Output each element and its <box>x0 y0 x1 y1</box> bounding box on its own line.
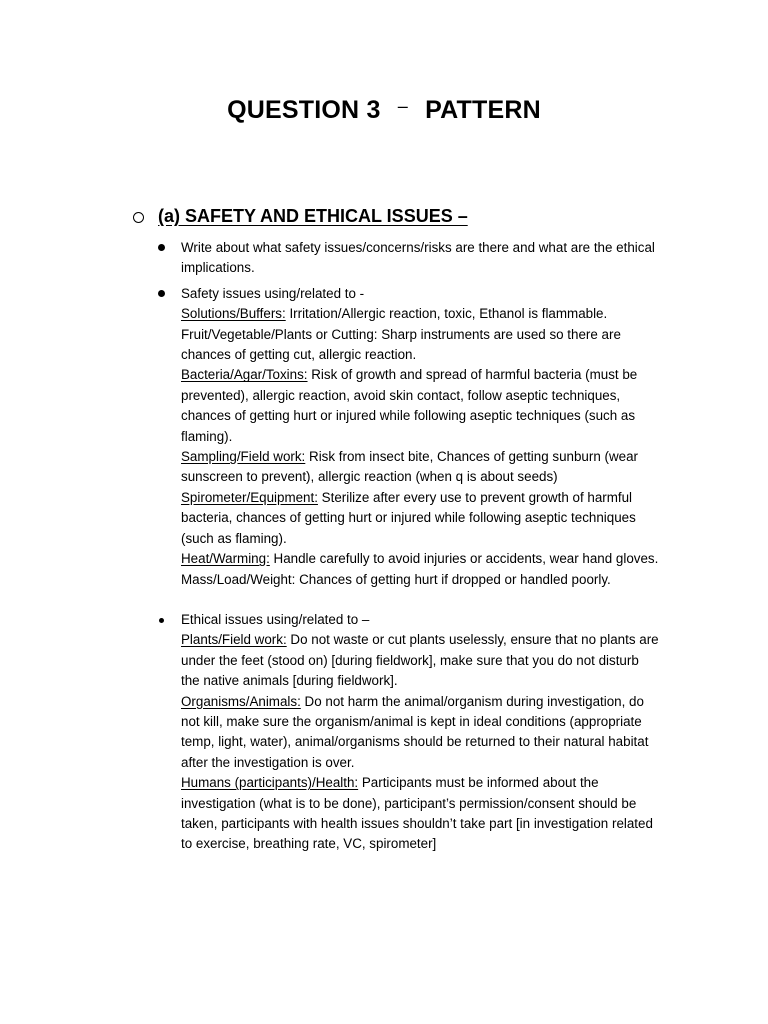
solutions-label: Solutions/Buffers: <box>181 306 286 322</box>
page-title <box>0 96 768 125</box>
plants-label: Plants/Field work: <box>181 632 287 648</box>
bacteria-text: Risk of growth and spread of harmful bacteria (must be <box>307 367 638 383</box>
safety-intro: Safety issues using/related to - <box>181 285 365 301</box>
sampling-label: Sampling/Field work: <box>181 449 306 465</box>
bullet-dot-icon <box>158 244 165 251</box>
text-line: prevented), allergic reaction, avoid skin contact, follow aseptic techniques, <box>181 387 621 403</box>
text-line: chances of getting hurt or injured while following aseptic techniques (such as <box>181 408 636 424</box>
text-line <box>181 630 687 650</box>
text-line: not kill, make sure the organism/animal is kept in ideal conditions (appropriate <box>181 713 642 729</box>
text-line: taken, participants with health issues shouldn’t take part [in investigation related <box>181 815 653 831</box>
text-line: flaming). <box>181 428 233 444</box>
title-dash: – <box>397 96 408 116</box>
text-line: investigation (what is to be done), participant’s permission/consent should be <box>181 795 637 811</box>
ethical-intro: Ethical issues using/related to – <box>181 611 370 627</box>
bacteria-label: Bacteria/Agar/Toxins: <box>181 367 308 383</box>
organisms-label: Organisms/Animals: <box>181 693 301 709</box>
text-line <box>181 304 687 324</box>
text-line <box>181 549 687 569</box>
humans-label: Humans (participants)/Health: <box>181 775 359 791</box>
text-line: Write about what safety issues/concerns/risks are there and what are the ethical <box>181 240 655 255</box>
humans-text: Participants must be informed about the <box>358 775 599 791</box>
text-line: (such as flaming). <box>181 530 287 546</box>
text-line: chances of getting cut, allergic reaction. <box>181 347 417 363</box>
list-item-safety-issues <box>157 284 687 590</box>
text-line: after the investigation is over. <box>181 754 355 770</box>
section-heading-text: (a) SAFETY AND ETHICAL ISSUES – <box>158 206 468 226</box>
spirometer-label: Spirometer/Equipment: <box>181 489 318 505</box>
text-line: the native animals [during fieldwork]. <box>181 673 398 689</box>
bullet-list <box>157 238 687 855</box>
solutions-text: Irritation/Allergic reaction, toxic, Ethanol is flammable. <box>285 306 608 322</box>
title-question: QUESTION 3 <box>227 96 381 124</box>
text-line <box>181 447 687 467</box>
hollow-circle-bullet-icon <box>133 212 144 223</box>
list-item-ethical-issues <box>157 610 687 855</box>
text-line <box>181 692 687 712</box>
text-line: bacteria, chances of getting hurt or injured while following aseptic techniques <box>181 510 636 526</box>
spirometer-text: Sterilize after every use to prevent growth of harmful <box>317 489 633 505</box>
bullet-dot-icon <box>159 618 164 623</box>
sampling-text: Risk from insect bite, Chances of getting sunburn (wear <box>305 449 638 465</box>
plants-text: Do not waste or cut plants uselessly, ensure that no plants are <box>286 632 659 648</box>
text-line <box>181 488 687 508</box>
text-line: temp, light, water), animal/organisms should be returned to their natural habitat <box>181 734 649 750</box>
text-line: Mass/Load/Weight: Chances of getting hurt if dropped or handled poorly. <box>181 571 611 587</box>
text-line <box>181 773 687 793</box>
heat-label: Heat/Warming: <box>181 551 270 567</box>
text-line: Fruit/Vegetable/Plants or Cutting: Sharp instruments are used so there are <box>181 326 621 342</box>
text-line <box>181 365 687 385</box>
text-line: sunscreen to prevent), allergic reaction (when q is about seeds) <box>181 469 558 485</box>
list-item-instructions <box>157 238 687 279</box>
section-heading <box>133 206 468 227</box>
organisms-text: Do not harm the animal/organism during investigation, do <box>300 693 644 709</box>
text-line: under the feet (stood on) [during fieldwork], make sure that you do not disturb <box>181 652 639 668</box>
text-line: implications. <box>181 260 255 276</box>
text-line: to exercise, breathing rate, VC, spirometer] <box>181 836 437 852</box>
title-pattern: PATTERN <box>425 96 541 124</box>
bullet-dot-icon <box>158 290 165 297</box>
heat-text: Handle carefully to avoid injuries or accidents, wear hand gloves. <box>269 551 659 567</box>
